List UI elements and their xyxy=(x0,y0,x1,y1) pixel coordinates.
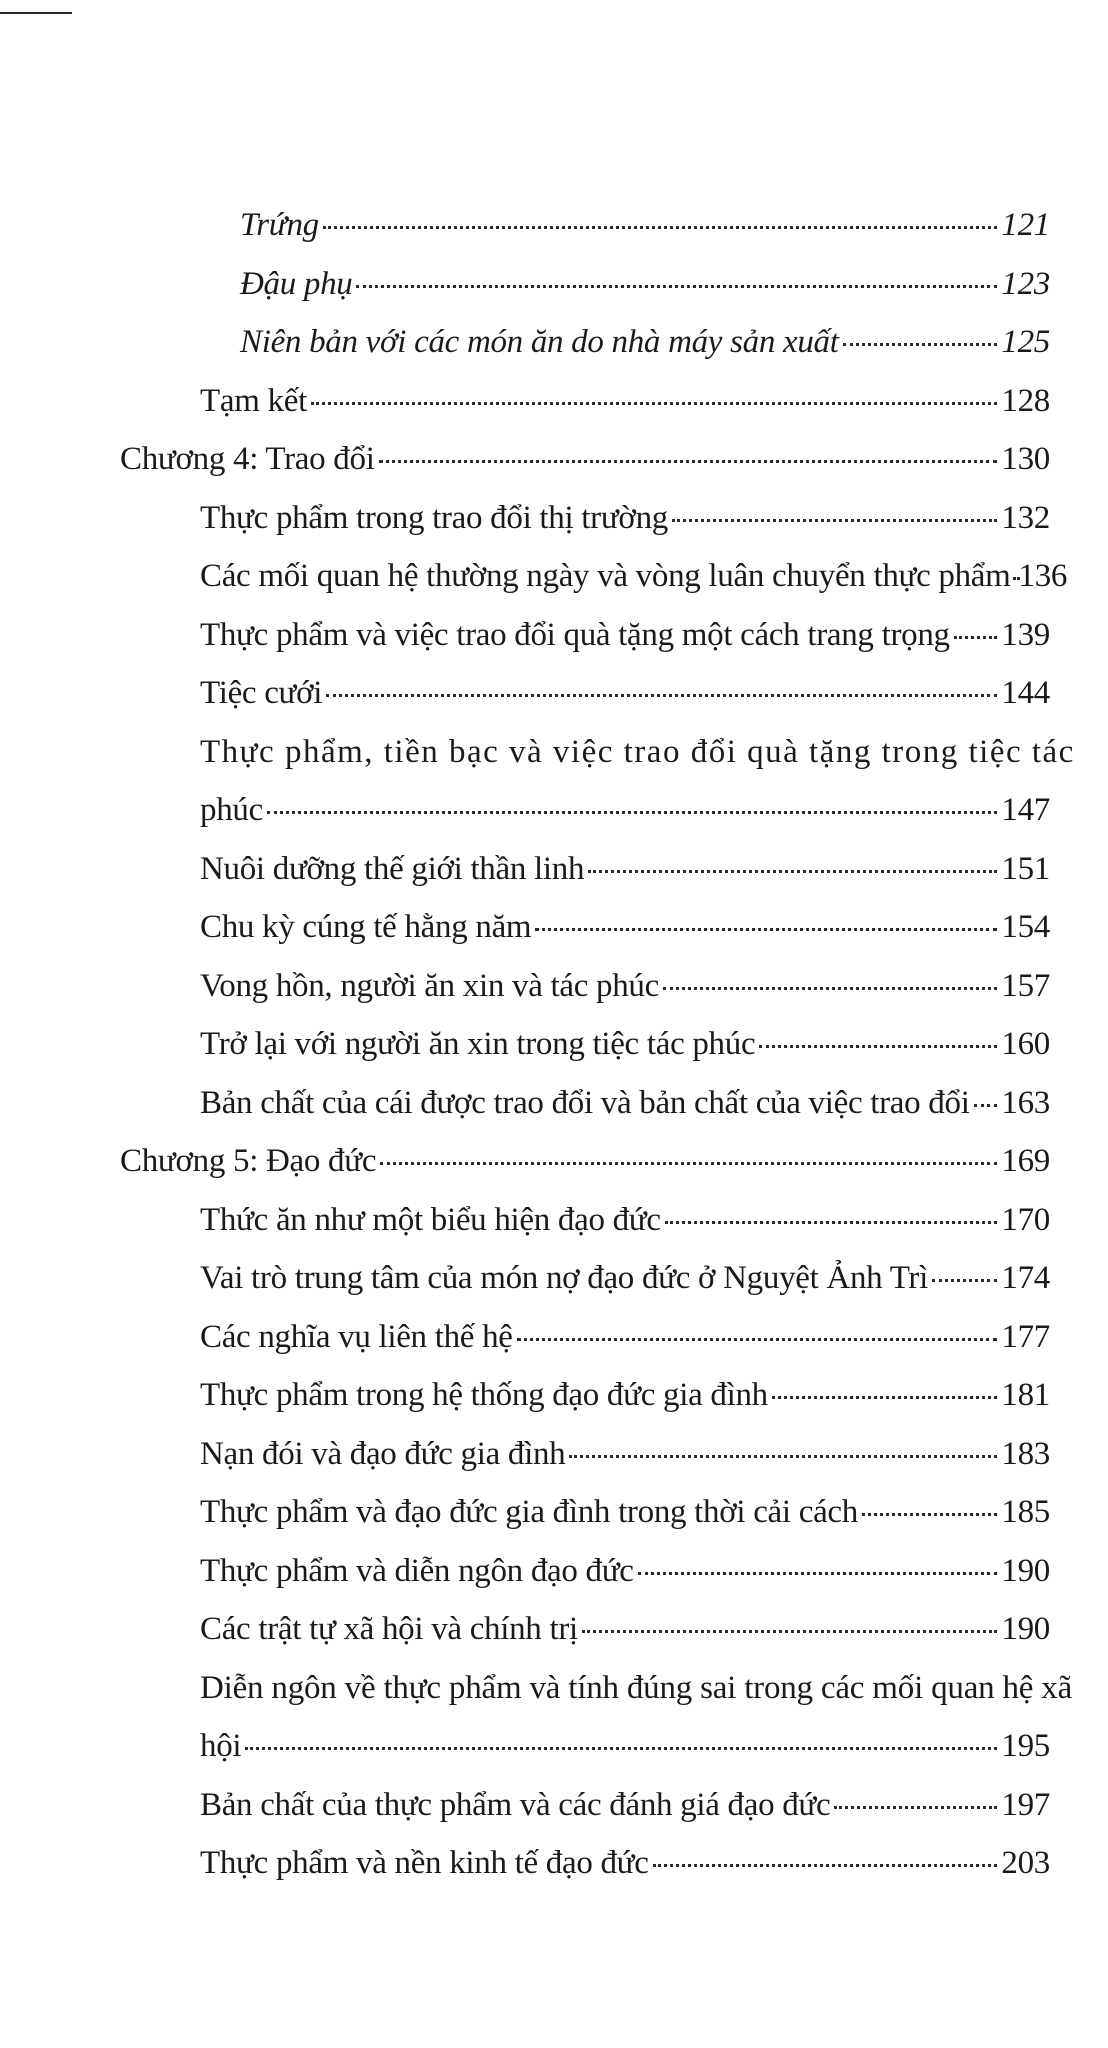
dot-leader xyxy=(569,1455,997,1458)
toc-entry xyxy=(120,1074,1050,1133)
dot-leader xyxy=(653,1864,998,1867)
toc-entry xyxy=(120,606,1050,665)
toc-entry-title: Thực phẩm và nền kinh tế đạo đức xyxy=(200,1845,649,1881)
toc-entry xyxy=(120,1308,1050,1367)
dot-leader xyxy=(356,285,997,288)
toc-entry-page: 174 xyxy=(1001,1260,1050,1296)
toc-entry xyxy=(120,1366,1050,1425)
toc-entry-title: Niên bản với các món ăn do nhà máy sản xuất xyxy=(240,324,839,360)
toc-entry-page: 203 xyxy=(1001,1845,1050,1881)
dot-leader xyxy=(954,636,998,639)
toc-entry xyxy=(120,781,1050,840)
toc-entry-page: 139 xyxy=(1001,616,1050,653)
toc-entry-title: Thực phẩm trong hệ thống đạo đức gia đình xyxy=(200,1377,768,1413)
toc-entry-title: Các mối quan hệ thường ngày và vòng luân chuyển thực phẩm xyxy=(200,558,1011,594)
toc-entry xyxy=(120,1600,1050,1659)
toc-entry-page: 197 xyxy=(1001,1786,1050,1823)
toc-entry xyxy=(120,1191,1050,1250)
toc-entry xyxy=(120,547,1068,606)
dot-leader xyxy=(535,928,997,931)
dot-leader xyxy=(638,1572,998,1575)
toc-entry-page: 163 xyxy=(1001,1084,1050,1121)
dot-leader xyxy=(267,811,997,814)
toc-entry-title: Chương 5: Đạo đức xyxy=(120,1143,377,1179)
table-of-contents xyxy=(120,196,1075,1893)
dot-leader xyxy=(379,460,998,463)
toc-entry-title: Vong hồn, người ăn xin và tác phúc xyxy=(200,967,659,1004)
toc-entry xyxy=(120,1717,1050,1776)
toc-entry-title: Các nghĩa vụ liên thế hệ xyxy=(200,1318,513,1355)
toc-entry xyxy=(120,1776,1050,1835)
toc-entry-page: 132 xyxy=(1001,499,1050,536)
toc-entry-page: 160 xyxy=(1001,1026,1050,1062)
dot-leader xyxy=(326,694,997,697)
toc-entry xyxy=(120,840,1050,899)
toc-entry xyxy=(120,957,1050,1016)
dot-leader xyxy=(862,1513,997,1516)
toc-entry-page: 181 xyxy=(1001,1377,1050,1413)
toc-entry-title-line1: Thực phẩm, tiền bạc và việc trao đổi quà tặng trong tiệc tác xyxy=(200,733,1075,770)
toc-entry-title: Thực phẩm và việc trao đổi quà tặng một cách trang trọng xyxy=(200,616,950,653)
toc-entry-title: Các trật tự xã hội và chính trị xyxy=(200,1611,578,1647)
toc-entry-page: 170 xyxy=(1001,1201,1050,1238)
toc-entry xyxy=(120,1425,1050,1484)
toc-entry-title: Bản chất của cái được trao đổi và bản chất của việc trao đổi xyxy=(200,1084,970,1121)
toc-entry-page: 123 xyxy=(1001,265,1050,302)
toc-entry-page: 195 xyxy=(1001,1728,1050,1764)
toc-entry-title: Chương 4: Trao đổi xyxy=(120,441,375,477)
toc-entry-page: 121 xyxy=(1001,207,1050,243)
toc-entry-page: 183 xyxy=(1001,1435,1050,1472)
toc-entry-title: Nuôi dưỡng thế giới thần linh xyxy=(200,850,585,887)
toc-entry-title: Chu kỳ cúng tế hằng năm xyxy=(200,909,532,945)
toc-entry xyxy=(120,664,1050,723)
dot-leader xyxy=(582,1630,998,1633)
dot-leader xyxy=(588,870,997,873)
toc-entry-title: Thực phẩm và diễn ngôn đạo đức xyxy=(200,1552,634,1589)
toc-entry-title: Bản chất của thực phẩm và các đánh giá đạo đức xyxy=(200,1786,831,1823)
dot-leader xyxy=(759,1045,997,1048)
toc-entry xyxy=(120,1015,1050,1074)
toc-chapter-entry xyxy=(120,430,1050,489)
toc-entry-title: Đậu phụ xyxy=(240,265,353,302)
toc-entry-title: Thực phẩm trong trao đổi thị trường xyxy=(200,499,668,536)
dot-leader xyxy=(772,1396,998,1399)
toc-entry-title: Trở lại với người ăn xin trong tiệc tác phúc xyxy=(200,1026,756,1062)
toc-entry-title: Vai trò trung tâm của món nợ đạo đức ở Nguyệt Ảnh Trì xyxy=(200,1260,928,1296)
toc-entry xyxy=(120,1834,1050,1893)
toc-entry-title: Thức ăn như một biểu hiện đạo đức xyxy=(200,1201,661,1238)
toc-entry-page: 144 xyxy=(1001,675,1050,711)
toc-entry xyxy=(120,1542,1050,1601)
dot-leader xyxy=(843,343,998,346)
toc-entry-page: 147 xyxy=(1001,792,1050,828)
toc-entry-title: Nạn đói và đạo đức gia đình xyxy=(200,1435,566,1472)
toc-entry-page: 130 xyxy=(1001,441,1050,477)
toc-entry-page: 125 xyxy=(1001,324,1050,360)
toc-entry-page: 190 xyxy=(1001,1552,1050,1589)
toc-entry xyxy=(120,372,1050,431)
toc-entry-title: Trứng xyxy=(240,207,319,243)
toc-entry-page: 128 xyxy=(1001,382,1050,419)
toc-entry-page: 177 xyxy=(1001,1318,1050,1355)
toc-entry-title: phúc xyxy=(200,792,263,828)
dot-leader xyxy=(311,402,997,405)
toc-entry-title: Thực phẩm và đạo đức gia đình trong thời cải cách xyxy=(200,1494,858,1530)
toc-entry-page: 185 xyxy=(1001,1494,1050,1530)
toc-entry-page: 169 xyxy=(1001,1143,1050,1179)
dot-leader xyxy=(672,519,997,522)
toc-entry xyxy=(120,489,1050,548)
dot-leader xyxy=(1013,577,1017,580)
dot-leader xyxy=(380,1162,997,1165)
toc-entry xyxy=(120,313,1050,372)
dot-leader xyxy=(663,987,997,990)
dot-leader xyxy=(517,1338,998,1341)
dot-leader xyxy=(245,1747,997,1750)
dot-leader xyxy=(974,1104,998,1107)
toc-entry xyxy=(120,1483,1050,1542)
corner-rule xyxy=(0,12,72,14)
toc-entry-title: hội xyxy=(200,1728,242,1764)
toc-chapter-entry xyxy=(120,1132,1050,1191)
dot-leader xyxy=(665,1221,998,1224)
toc-entry-page: 157 xyxy=(1001,967,1050,1004)
toc-entry-title: Tiệc cưới xyxy=(200,675,323,711)
toc-entry-page: 190 xyxy=(1001,1611,1050,1647)
toc-entry xyxy=(120,255,1050,314)
dot-leader xyxy=(323,226,998,229)
toc-entry-title: Tạm kết xyxy=(200,382,307,419)
dot-leader xyxy=(932,1279,997,1282)
toc-entry xyxy=(120,1249,1050,1308)
toc-entry-page: 154 xyxy=(1001,909,1050,945)
dot-leader xyxy=(834,1806,997,1809)
toc-entry xyxy=(120,898,1050,957)
toc-entry-page: 151 xyxy=(1001,850,1050,887)
toc-entry-page: 136 xyxy=(1018,558,1068,594)
toc-entry-title-line1: Diễn ngôn về thực phẩm và tính đúng sai trong các mối quan hệ xã xyxy=(200,1669,1073,1706)
toc-entry xyxy=(120,196,1050,255)
